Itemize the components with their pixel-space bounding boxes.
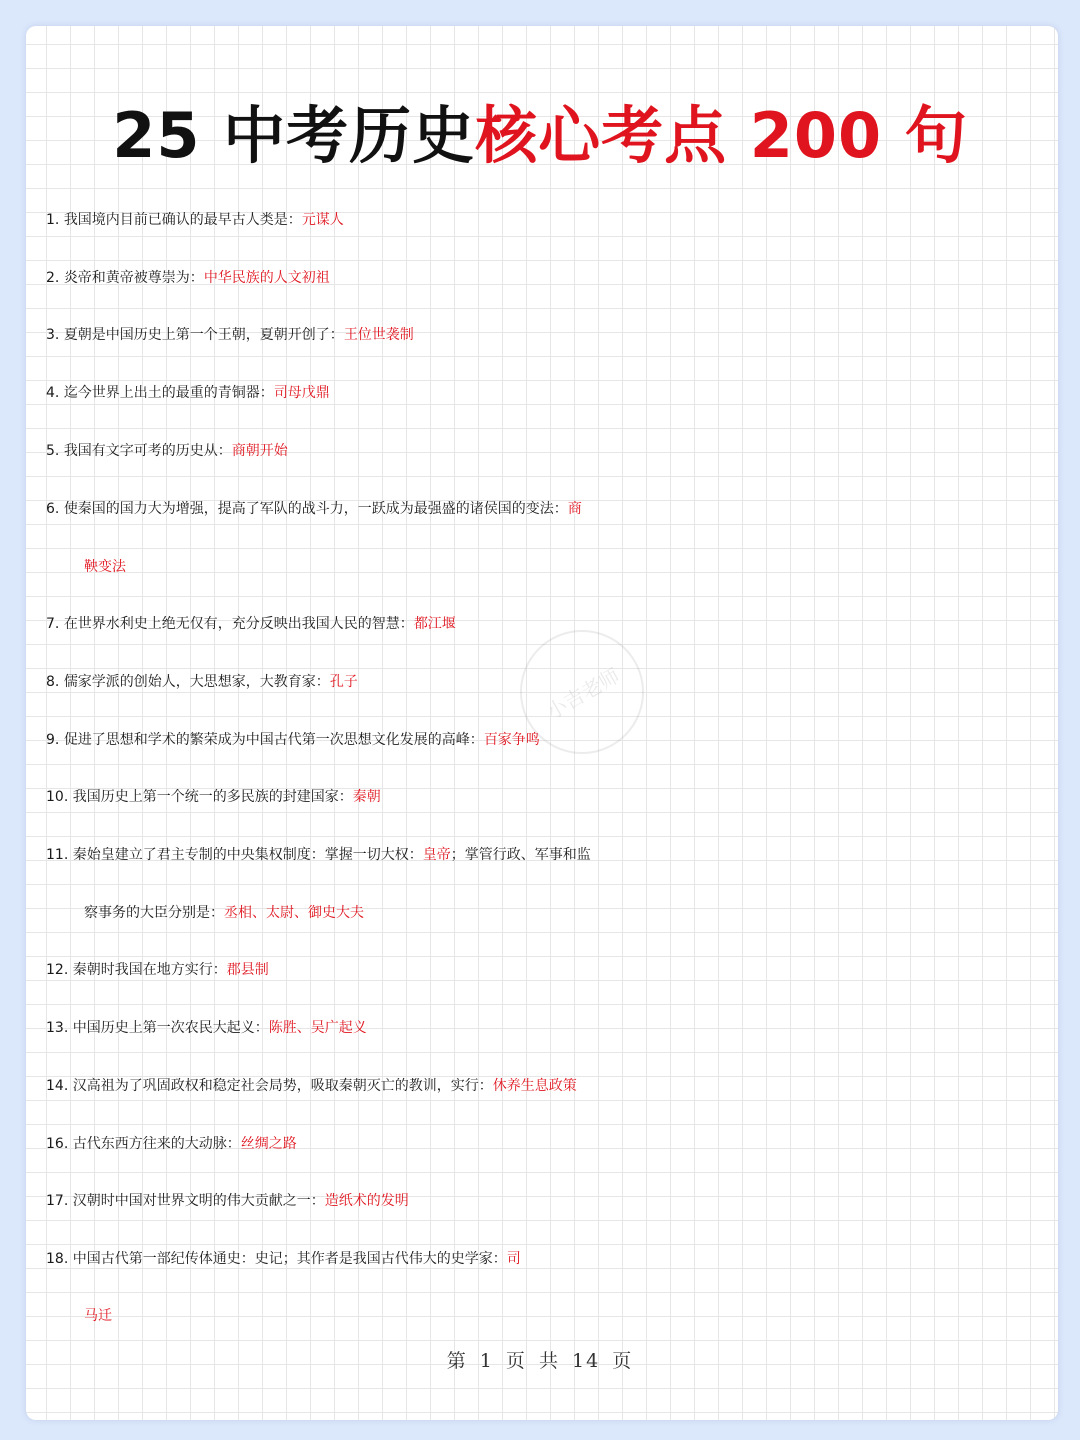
title-part-red: 核心考点 200 句 — [475, 99, 968, 172]
list-item: 14. 汉高祖为了巩固政权和稳定社会局势，吸取秦朝灭亡的教训，实行：休养生息政策 — [46, 1078, 577, 1094]
list-item: 8. 儒家学派的创始人，大思想家，大教育家：孔子 — [46, 674, 358, 690]
list-item: 12. 秦朝时我国在地方实行：郡县制 — [46, 962, 269, 978]
title-part-black: 25 中考历史 — [112, 99, 476, 172]
list-item: 6. 使秦国的国力大为增强，提高了军队的战斗力，一跃成为最强盛的诸侯国的变法：商 — [46, 501, 582, 517]
list-item: 13. 中国历史上第一次农民大起义：陈胜、吴广起义 — [46, 1020, 367, 1036]
list-item: 4. 迄今世界上出土的最重的青铜器：司母戊鼎 — [46, 385, 330, 401]
list-item: 11. 秦始皇建立了君主专制的中央集权制度：掌握一切大权：皇帝；掌管行政、军事和监 — [46, 847, 591, 863]
list-item: 10. 我国历史上第一个统一的多民族的封建国家：秦朝 — [46, 789, 381, 805]
list-item-continuation: 鞅变法 — [84, 559, 126, 575]
list-item: 18. 中国古代第一部纪传体通史：史记；其作者是我国古代伟大的史学家：司 — [46, 1251, 521, 1267]
list-item-continuation: 马迁 — [84, 1308, 112, 1324]
list-item: 5. 我国有文字可考的历史从：商朝开始 — [46, 443, 288, 459]
list-item: 16. 古代东西方往来的大动脉：丝绸之路 — [46, 1136, 297, 1152]
list-item: 3. 夏朝是中国历史上第一个王朝，夏朝开创了：王位世袭制 — [46, 327, 414, 343]
list-item: 2. 炎帝和黄帝被尊崇为：中华民族的人文初祖 — [46, 270, 330, 286]
page-footer: 第 1 页 共 14 页 — [446, 1350, 634, 1372]
list-item: 7. 在世界水利史上绝无仅有，充分反映出我国人民的智慧：都江堰 — [46, 616, 456, 632]
list-item: 17. 汉朝时中国对世界文明的伟大贡献之一：造纸术的发明 — [46, 1193, 409, 1209]
watermark-text: 小吉老师 — [542, 662, 624, 724]
list-item: 1. 我国境内目前已确认的最早古人类是：元谋人 — [46, 212, 344, 228]
list-item-continuation: 察事务的大臣分别是：丞相、太尉、御史大夫 — [84, 905, 364, 921]
list-item: 9. 促进了思想和学术的繁荣成为中国古代第一次思想文化发展的高峰：百家争鸣 — [46, 732, 540, 748]
